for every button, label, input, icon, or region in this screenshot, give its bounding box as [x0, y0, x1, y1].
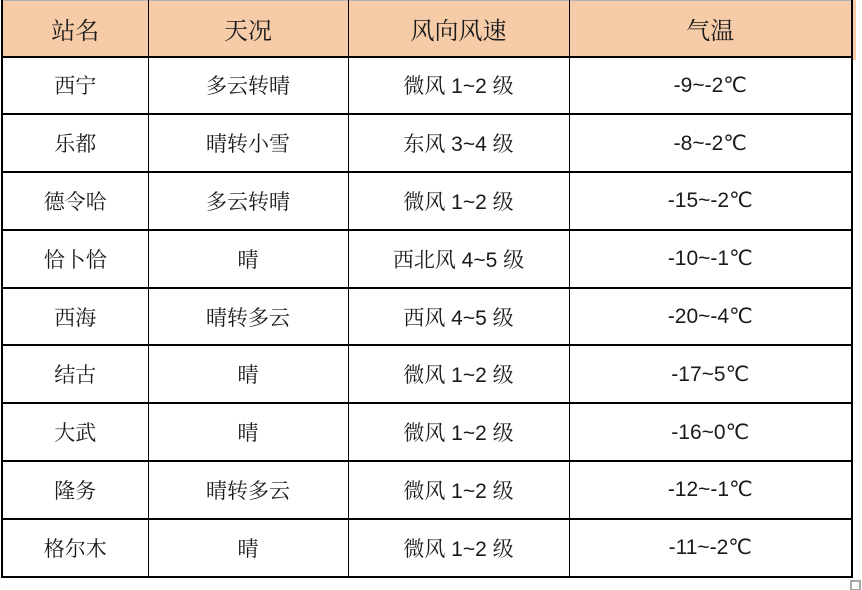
cell-station[interactable] [2, 230, 148, 288]
cell-text: 多云转晴 [206, 190, 290, 214]
table-body [2, 57, 852, 577]
table-row [2, 461, 852, 519]
cell-text: 微风 1~2 级 [403, 422, 514, 446]
cell-text: -11~-2℃ [668, 536, 752, 560]
cell-text: 西海 [54, 306, 97, 330]
cell-temp[interactable] [569, 345, 852, 403]
column-header-weather[interactable] [148, 1, 348, 57]
cell-weather[interactable] [148, 345, 348, 403]
cell-wind[interactable] [348, 345, 569, 403]
column-header-wind-label: 风向风速 [410, 17, 507, 45]
cell-text: 恰卜恰 [43, 248, 107, 272]
table-row [2, 114, 852, 172]
cell-weather[interactable] [148, 230, 348, 288]
cell-weather[interactable] [148, 519, 348, 577]
cell-text: 西北风 4~5 级 [392, 248, 525, 272]
column-header-temp[interactable] [569, 1, 852, 57]
cell-text: -20~-4℃ [667, 305, 753, 329]
cell-temp[interactable] [569, 288, 852, 346]
cell-station[interactable] [2, 57, 148, 115]
table-row [2, 403, 852, 461]
cell-wind[interactable] [348, 172, 569, 230]
cell-temp[interactable] [569, 114, 852, 172]
cell-wind[interactable] [348, 288, 569, 346]
cell-text: -15~-2℃ [667, 189, 753, 213]
cell-weather[interactable] [148, 172, 348, 230]
cell-text: 微风 1~2 级 [403, 479, 514, 503]
cell-weather[interactable] [148, 461, 348, 519]
cell-text: 大武 [54, 422, 97, 446]
cell-text: 格尔木 [43, 537, 107, 561]
cell-weather[interactable] [148, 114, 348, 172]
cell-text: 晴 [237, 364, 259, 388]
cell-text: 微风 1~2 级 [403, 75, 514, 99]
cell-text: 西宁 [54, 75, 97, 99]
cell-station[interactable] [2, 172, 148, 230]
cell-temp[interactable] [569, 461, 852, 519]
cell-weather[interactable] [148, 403, 348, 461]
weather-table [1, 0, 853, 578]
cell-text: 晴 [237, 537, 259, 561]
table-header-row [2, 1, 852, 57]
cell-text: -10~-1℃ [667, 247, 753, 271]
cell-temp[interactable] [569, 57, 852, 115]
cell-wind[interactable] [348, 403, 569, 461]
cell-text: 晴转多云 [206, 306, 290, 330]
column-header-station[interactable] [2, 1, 148, 57]
cell-text: 隆务 [54, 479, 97, 503]
cell-wind[interactable] [348, 114, 569, 172]
column-header-wind[interactable] [348, 1, 569, 57]
column-header-temp-label: 气温 [686, 17, 735, 45]
cell-station[interactable] [2, 519, 148, 577]
table-row [2, 230, 852, 288]
table-row [2, 519, 852, 577]
cell-text: -12~-1℃ [667, 478, 753, 502]
cell-text: 西风 4~5 级 [403, 306, 514, 330]
cell-text: 微风 1~2 级 [403, 190, 514, 214]
table-row [2, 345, 852, 403]
column-header-station-label: 站名 [51, 17, 100, 45]
cell-station[interactable] [2, 288, 148, 346]
cell-text: 晴转多云 [206, 479, 290, 503]
cell-text: -9~-2℃ [673, 73, 747, 97]
cell-text: 晴 [237, 248, 259, 272]
cell-temp[interactable] [569, 172, 852, 230]
cell-station[interactable] [2, 345, 148, 403]
cell-text: 微风 1~2 级 [403, 364, 514, 388]
column-header-weather-label: 天况 [224, 17, 272, 45]
cell-station[interactable] [2, 403, 148, 461]
cell-text: 结古 [54, 364, 97, 388]
cell-text: 乐都 [54, 133, 97, 157]
table-resize-handle-icon[interactable] [850, 580, 861, 590]
cell-text: 东风 3~4 级 [403, 133, 514, 157]
cell-wind[interactable] [348, 461, 569, 519]
cell-text: 晴 [237, 422, 259, 446]
cell-temp[interactable] [569, 403, 852, 461]
cell-text: -8~-2℃ [673, 131, 747, 155]
cell-text: 微风 1~2 级 [403, 537, 514, 561]
cell-wind[interactable] [348, 57, 569, 115]
table-row [2, 57, 852, 115]
table-row [2, 1, 852, 57]
cell-wind[interactable] [348, 230, 569, 288]
table-row [2, 288, 852, 346]
cell-text: 多云转晴 [206, 75, 290, 99]
cell-text: -17~5℃ [671, 362, 750, 386]
cell-text: -16~0℃ [671, 420, 750, 444]
cell-weather[interactable] [148, 288, 348, 346]
cell-temp[interactable] [569, 230, 852, 288]
cell-station[interactable] [2, 114, 148, 172]
cell-text: 德令哈 [43, 190, 107, 214]
cell-weather[interactable] [148, 57, 348, 115]
cell-station[interactable] [2, 461, 148, 519]
table-row [2, 172, 852, 230]
cell-wind[interactable] [348, 519, 569, 577]
cell-text: 晴转小雪 [206, 133, 290, 157]
cell-temp[interactable] [569, 519, 852, 577]
